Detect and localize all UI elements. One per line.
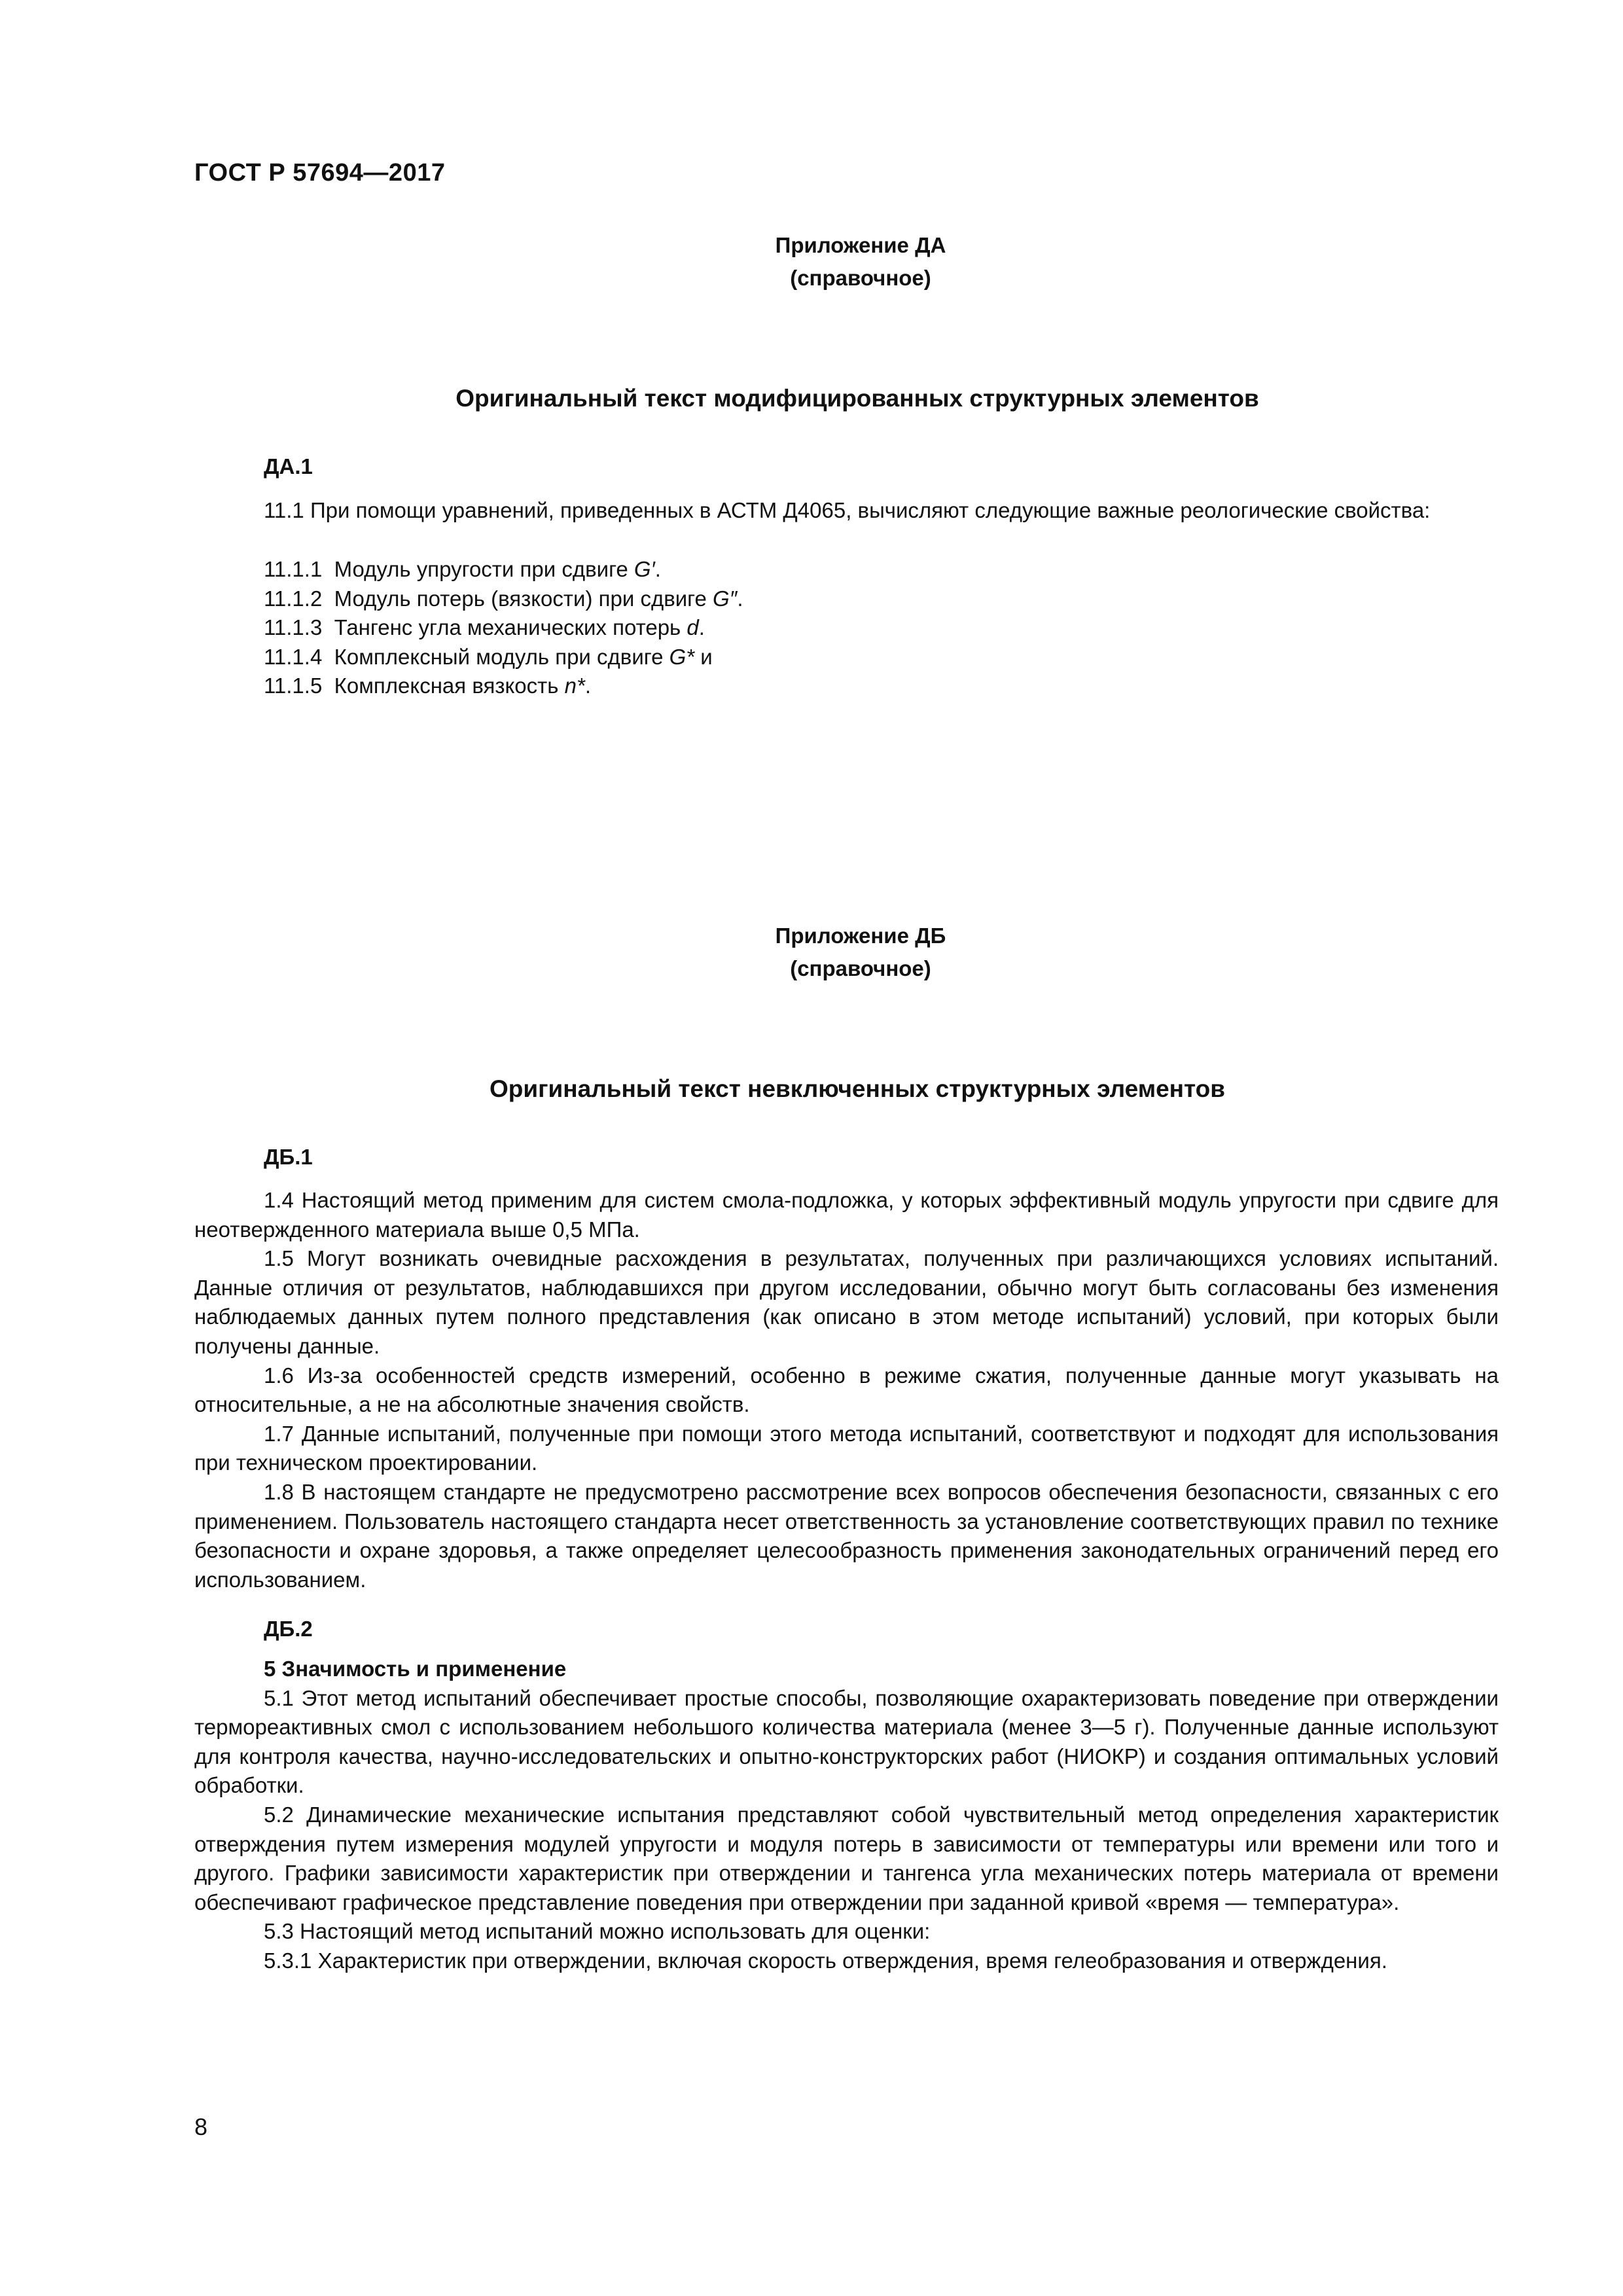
annex-b-status: (справочное) — [790, 956, 931, 980]
paragraph: 1.8 В настоящем стандарте не предусмотрено рассмотрение всех вопросов обеспечения безопасности, связанных с его применением. Пользователь настоящего стандарта несет ответственность за установление соответствующих правил по технике безопасности и охране здоровья, а также определяет целесообразность применения законодательных ограничений перед его использованием. — [194, 1479, 1499, 1592]
annex-a-heading: Приложение ДА — [775, 233, 946, 257]
annex-a-status: (справочное) — [790, 266, 931, 290]
list-item: 11.1.5 Комплексная вязкость n*. — [264, 673, 591, 698]
section-label-da1: ДА.1 — [264, 454, 313, 478]
annex-b-title: Оригинальный текст невключенных структурных элементов — [489, 1075, 1226, 1102]
paragraph: 1.7 Данные испытаний, полученные при помощи этого метода испытаний, соответствуют и подходят для использования при техническом проектировании. — [194, 1421, 1499, 1475]
annex-a-header — [0, 229, 1623, 295]
list-item: 11.1.2 Модуль потерь (вязкости) при сдвиге G″. — [264, 586, 743, 611]
annex-a-title: Оригинальный текст модифицированных структурных элементов — [455, 385, 1259, 412]
paragraph: 5.1 Этот метод испытаний обеспечивает простые способы, позволяющие охарактеризовать поведение при отверждении термореактивных смол с использованием небольшого количества материала (менее 3—5 г). Полученные данные используют для контроля качества, научно-исследовательских и опытно-конструкторских работ (НИОКР) и создания оптимальных условий обработки. — [194, 1685, 1499, 1798]
annex-b-heading: Приложение ДБ — [775, 924, 946, 948]
paragraph: 5.3.1 Характеристик при отверждении, включая скорость отверждения, время гелеобразования и отверждения. — [264, 1948, 1387, 1973]
annex-b-header — [0, 920, 1623, 985]
annex-b-section1-text — [194, 1186, 1499, 1594]
annex-b-section2-text — [194, 1655, 1499, 1976]
paragraph: 5.3 Настоящий метод испытаний можно использовать для оценки: — [264, 1919, 931, 1944]
paragraph: 1.6 Из-за особенностей средств измерений, особенно в режиме сжатия, полученные данные могут указывать на относительные, а не на абсолютные значения свойств. — [194, 1363, 1499, 1417]
document-code: ГОСТ Р 57694—2017 — [194, 159, 446, 187]
annex-a-intro — [194, 496, 1499, 526]
section-label-db2: ДБ.2 — [264, 1617, 313, 1641]
list-item: 11.1.4 Комплексный модуль при сдвиге G* и — [264, 644, 713, 669]
paragraph: 5.2 Динамические механические испытания представляют собой чувствительный метод определения характеристик отверждения путем измерения модулей упругости и модуля потерь в зависимости от температуры или времени или того и другого. Графики зависимости характеристик при отверждении и тангенса угла механических потерь материала от времени обеспечивают графическое представление поведения при отверждении при заданной кривой «время — температура». — [194, 1802, 1499, 1914]
paragraph: 1.5 Могут возникать очевидные расхождения в результатах, полученных при различающихся условиях испытаний. Данные отличия от результатов, наблюдавшихся при другом исследовании, обычно могут быть согласованы без изменения наблюдаемых данных путем полного представления (как описано в этом методе испытаний) условий, при которых были получены данные. — [194, 1246, 1499, 1358]
section-heading: 5 Значимость и применение — [264, 1657, 567, 1681]
annex-a-item-list — [264, 555, 743, 701]
page-number: 8 — [194, 2113, 208, 2140]
paragraph: 11.1 При помощи уравнений, приведенных в АСТМ Д4065, вычисляют следующие важные реологические свойства: — [264, 498, 1431, 522]
list-item: 11.1.1 Модуль упругости при сдвиге G′. — [264, 557, 661, 581]
paragraph: 1.4 Настоящий метод применим для систем смола-подложка, у которых эффективный модуль упругости при сдвиге для неотвержденного материала выше 0,5 МПа. — [194, 1188, 1499, 1242]
list-item: 11.1.3 Тангенс угла механических потерь d. — [264, 615, 705, 640]
section-label-db1: ДБ.1 — [264, 1145, 313, 1169]
